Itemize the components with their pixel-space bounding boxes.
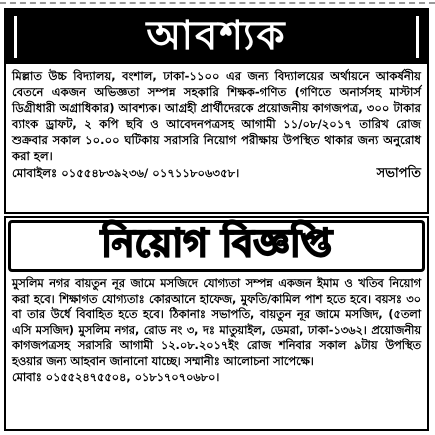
ad-title: আবশ্যক bbox=[146, 12, 287, 59]
ad-title-banner bbox=[6, 10, 427, 64]
ad-body-text: মিল্লাত উচ্চ বিদ্যালয়, বংশাল, ঢাকা-১১০০ এর জন্য বিদ্যালয়ের অর্থায়নে আকর্ষনীয় বেতনে একজন অভিজ্ঞতা সম্পন্ন সহকারি শিক্ষক-গণিত (গণিতে অনার্সসহ মাস্টার্স ডিগ্রীধারী অগ্রাধিকার) আবশ্যক। আগ্রহী প্রার্থীদেরকে প্রয়োজনীয় কাগজপত্র, ৩০০ টাকার ব্যাংক ড্রাফট, ২ কপি ছবি ও আবেদনপত্রসহ আগামী ১১/০৮/২০১৭ তারিখ রোজ শুক্রবার সকাল ১০.০০ ঘটিকায় সরাসরি নিয়োগ পরীক্ষায় উপস্থিত থাকার জন্য অনুরোধ করা হল। bbox=[12, 69, 421, 164]
ad-title: নিয়োগ বিজ্ঞপ্তি bbox=[101, 221, 332, 265]
ad-phone: মোবাঃ ০১৫৫২৪৭৫৫০৪, ০১৮১৭০৭০৬৮০। bbox=[12, 370, 220, 384]
ad-body-text: মুসলিম নগর বায়তুন নূর জামে মসজিদে যোগ্যতা সম্পন্ন একজন ইমাম ও খতিব নিয়োগ করা হবে। শিক্ষাগত যোগ্যতাঃ কোরআনে হাফেজ, মুফতি/কামিল পাশ হতে হবে। বয়সঃ ৩০ বা তার উর্ধে বিবাহিত হতে হবে। ঠিকানাঃ সভাপতি, বায়তুন নূর জামে মসজিদ, (৫তলা এসি মসজিদ) মুসলিম নগর, রোড নং ৩, দঃ মাতুয়াইল, ডেমরা, ঢাকা-১৩৬২। প্রয়োজনীয় কাগজপত্রসহ সরাসরি আগামী ১২.০৮.২০১৭ইং রোজ শনিবার সকাল ৯টায় উপস্থিত হওয়ার জন্য আহবান জানানো যাচ্ছে। সম্মানীঃ আলোচনা সাপেক্ষে। bbox=[12, 277, 421, 368]
recruitment-ad-imam bbox=[4, 216, 429, 431]
ad-phone: মোবাইলঃ ০১৫৫৪৮৩৯২৩৬/ ০১৭১১৮০৬৩৫৮। bbox=[12, 165, 240, 180]
recruitment-ad-teacher bbox=[4, 8, 429, 214]
ad-body bbox=[6, 272, 427, 385]
ad-title-banner bbox=[8, 220, 425, 272]
ad-footer bbox=[12, 165, 421, 182]
ad-body bbox=[6, 64, 427, 182]
ad-signature: সভাপতি bbox=[376, 165, 421, 181]
